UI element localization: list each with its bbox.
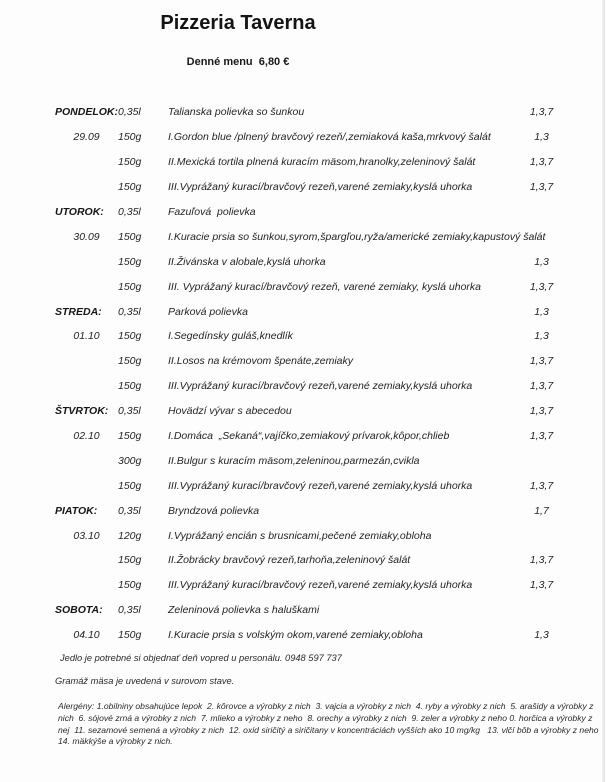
day-spacer [55,573,118,598]
menu-row [55,548,570,573]
day-label: STREDA: [55,305,102,318]
allergen-label: 1,3,7 [529,280,554,293]
dish-label: Zeleninová polievka s haluškami [168,604,320,617]
dish-label: II.Losos na krémovom špenáte,zemiaky [168,355,354,368]
qty-label: 120g [118,529,142,542]
date-label: 02.10 [73,430,100,443]
menu-row [55,399,570,424]
qty-label: 150g [118,554,142,567]
day-spacer [55,473,118,498]
restaurant-title: Pizzeria Taverna [160,12,316,34]
allergen-label: 1,3 [534,255,549,268]
allergen-label [513,598,570,623]
qty-label: 150g [118,380,142,393]
date-label: 04.10 [73,629,100,642]
qty-label: 150g [118,330,142,343]
document-header [0,12,476,68]
day-label: PIATOK: [55,504,98,517]
qty-label: 0,35l [118,206,141,218]
allergen-label: 1,3,7 [529,579,554,592]
allergen-label: 1,3,7 [529,355,554,368]
date-label: 03.10 [73,529,100,542]
allergen-label: 1,3 [534,131,549,144]
allergen-label: 1,3 [534,305,549,318]
qty-label: 0,35l [118,106,141,119]
day-label: SOBOTA: [55,604,103,617]
menu-row [55,349,570,374]
menu-row [55,473,570,498]
menu-row [55,424,570,449]
dish-label: II.Mexická tortila plnená kuracím mäsom,hranolky,zeleninový šalát [168,156,476,169]
allergen-label: 1,3,7 [529,156,554,169]
dish-label: I.Domáca „Sekaná“,vajíčko,zemiakový prívarok,kôpor,chlieb [168,430,450,443]
menu-row [55,125,570,150]
dish-label: I.Gordon blue /plnený bravčový rezeň/,zemiaková kaša,mrkvový šalát [168,131,491,144]
menu-row [55,150,570,175]
qty-label: 150g [118,479,142,492]
menu-table-body [55,100,570,648]
allergen-line: 14. mäkkýše a výrobky z nich. [58,736,173,747]
allergen-line: nej 11. sezamové semená a výrobky z nich 12. oxid siričitý a siričitany v koncentráciách vyšších ako 10 mg/kg 13. vlčí bôb a výrobky z neho [58,724,599,735]
dish-label: II.Živánska v alobale,kyslá uhorka [168,255,326,268]
menu-row [55,498,570,523]
qty-label: 150g [118,280,142,293]
dish-label: I.Segedínsky guláš,knedlík [168,330,293,343]
qty-label: 0,35l [118,305,141,318]
day-spacer [55,448,118,473]
allergen-label: 1,7 [534,504,549,517]
menu-row [55,200,570,225]
day-spacer [55,274,118,299]
menu-table [55,100,570,648]
dish-label: Parková polievka [168,305,248,318]
day-spacer [55,175,118,200]
date-label: 29.09 [73,131,100,144]
date-label: 30.09 [73,230,100,243]
dish-label: II.Žobrácky bravčový rezeň,tarhoňa,zeleninový šalát [168,554,411,567]
allergen-label: 1,3,7 [529,405,554,418]
dish-label: II.Bulgur s kuracím mäsom,zeleninou,parmezán,cvikla [168,454,420,467]
qty-label: 150g [118,255,142,268]
dish-label: I.Vyprážaný encián s brusnicami,pečené zemiaky,obloha [168,529,432,542]
day-spacer [55,548,118,573]
allergen-label [513,448,570,473]
dish-label: I.Kuracie prsia s volským okom,varené zemiaky,obloha [168,629,423,642]
menu-row [55,175,570,200]
qty-label: 0,35l [118,504,141,517]
menu-row [55,523,570,548]
menu-row [55,374,570,399]
allergen-line: nich 6. sójové zrná a výrobky z nich 7. mlieko a výrobky z neho 8. orechy a výrobky z nich 9. zeler a výrobky z neho 0. horčica a výrobky z [58,712,593,723]
dish-label: Talianska polievka so šunkou [168,106,305,119]
allergen-label: 1,3 [534,330,549,343]
allergen-label: 1,3,7 [529,554,554,567]
allergen-label [513,523,570,548]
dish-label: III.Vyprážaný kurací/bravčový rezeň,varené zemiaky,kyslá uhorka [168,380,473,393]
dish-label: Bryndzová polievka [168,504,260,517]
menu-row [55,299,570,324]
dish-label: Fazuľová polievka [168,206,256,218]
menu-row [55,224,570,249]
allergen-label [513,200,570,225]
allergen-label: 1,3,7 [529,181,554,194]
menu-row [55,100,570,125]
qty-label: 150g [118,156,142,169]
order-note: Jedlo je potrebné si objednať deň vopred u personálu. 0948 597 737 [60,653,342,663]
qty-label: 150g [118,579,142,592]
allergen-label: 1,3 [534,629,549,642]
dish-label: Hovädzí vývar s abecedou [168,405,292,418]
menu-row [55,249,570,274]
dish-label: III. Vyprážaný kurací/bravčový rezeň, varené zemiaky, kyslá uhorka [168,280,481,293]
day-label: UTOROK: [55,206,104,218]
menu-row [55,274,570,299]
menu-row [55,448,570,473]
allergen-line: Alergény: 1.obilniny obsahujúce lepok 2. kôrovce a výrobky z nich 3. vajcia a výrobky z nich 4. ryby a výrobky z nich 5. arašidy a výrobky z [58,701,594,711]
qty-label: 150g [118,430,142,443]
dish-label: III.Vyprážaný kurací/bravčový rezeň,varené zemiaky,kyslá uhorka [168,181,473,194]
qty-label: 150g [118,131,142,144]
day-label: PONDELOK: [55,106,118,119]
day-spacer [55,249,118,274]
qty-label: 150g [118,230,142,243]
day-spacer [55,374,118,399]
menu-row [55,573,570,598]
menu-price-subtitle: Denné menu 6,80 € [186,56,290,68]
date-label: 01.10 [73,330,100,343]
qty-label: 150g [118,181,142,194]
qty-label: 150g [118,629,142,642]
qty-label: 300g [118,454,142,467]
dish-label: III.Vyprážaný kurací/bravčový rezeň,varené zemiaky,kyslá uhorka [168,579,473,592]
qty-label: 150g [118,355,142,368]
menu-row [55,598,570,623]
qty-label: 0,35l [118,604,141,617]
weight-note: Gramáž mäsa je uvedená v surovom stave. [55,676,235,686]
allergen-label: 1,3,7 [529,479,554,492]
allergen-label: 1,3,7 [529,106,554,119]
day-label: ŠTVRTOK: [55,405,109,418]
day-spacer [55,349,118,374]
dish-label: III.Vyprážaný kurací/bravčový rezeň,varené zemiaky,kyslá uhorka [168,479,473,492]
menu-row [55,324,570,349]
day-spacer [55,150,118,175]
allergen-paragraph [58,701,599,748]
dish-label: I.Kuracie prsia so šunkou,syrom,špargľou,ryža/americké zemiaky,kapustový šalát [168,230,546,243]
allergen-label: 1,3,7 [529,430,554,443]
qty-label: 0,35l [118,405,141,418]
menu-row [55,623,570,648]
allergen-label: 1,3,7 [529,380,554,393]
